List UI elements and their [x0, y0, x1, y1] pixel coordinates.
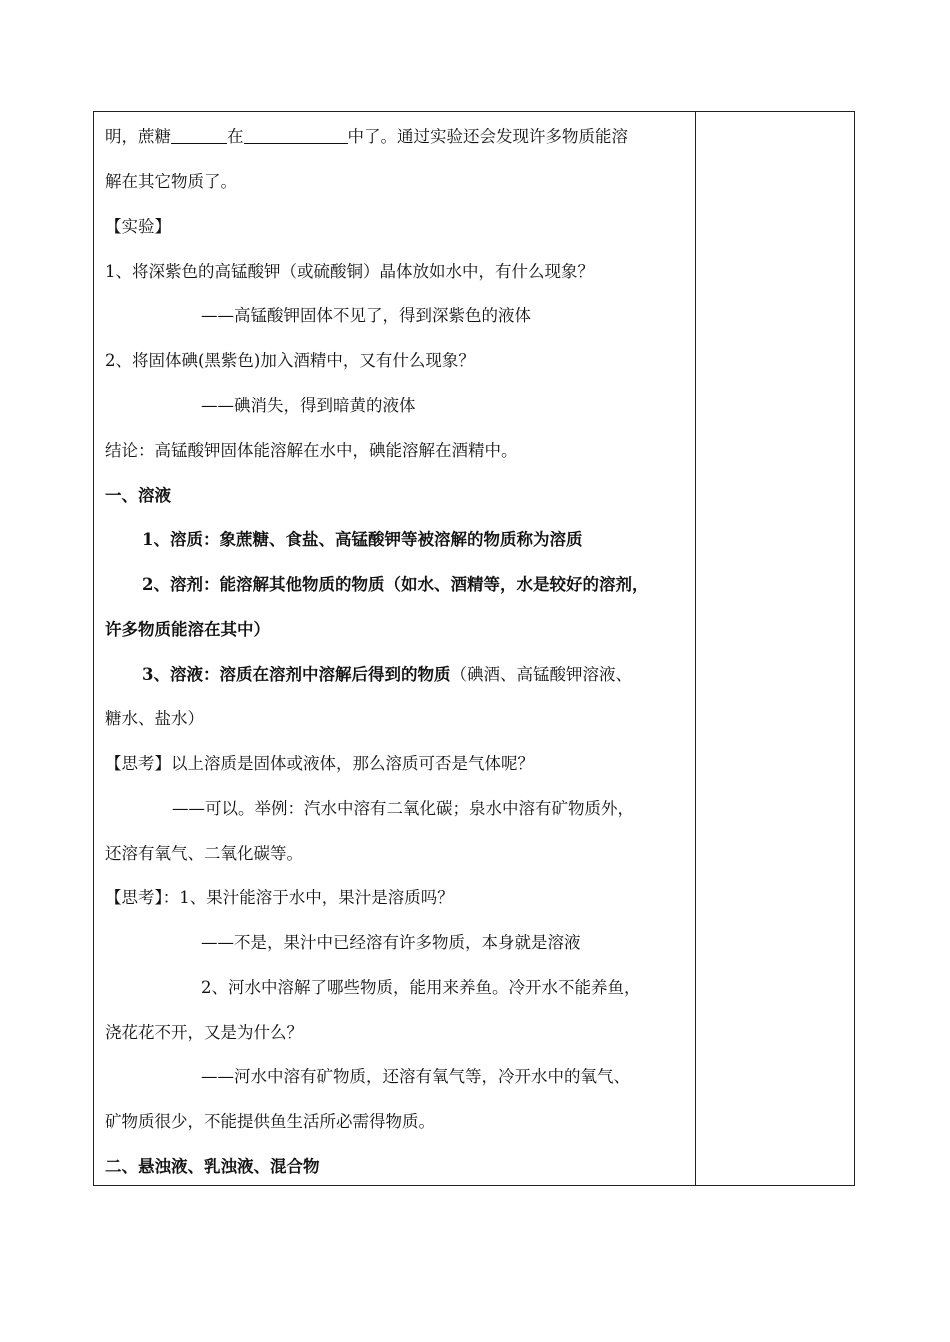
answer-line: ——碘消失，得到暗黄的液体	[201, 396, 416, 415]
text-line: 2、河水中溶解了哪些物质，能用来养鱼。冷开水不能养鱼，	[201, 978, 641, 997]
fill-blank	[171, 127, 227, 144]
text-line: 结论：高锰酸钾固体能溶解在水中，碘能溶解在酒精中。	[105, 441, 518, 460]
section-heading: 一、溶液	[105, 486, 171, 505]
document-table	[93, 111, 855, 1186]
definition-line: 3、溶液：溶质在溶剂中溶解后得到的物质（碘酒、高锰酸钾溶液、	[142, 665, 632, 684]
definition-line: 许多物质能溶在其中）	[105, 620, 270, 639]
fill-blank	[244, 127, 348, 144]
section-heading: 二、悬浊液、乳浊液、混合物	[105, 1157, 320, 1176]
column-divider	[695, 112, 696, 1185]
definition-line: 1、溶质：象蔗糖、食盐、高锰酸钾等被溶解的物质称为溶质	[142, 530, 583, 549]
section-label: 【实验】	[105, 217, 171, 236]
text-line: 糖水、盐水）	[105, 709, 204, 728]
text-line: 解在其它物质了。	[105, 172, 237, 191]
text-line: 【思考】：1、果汁能溶于水中，果汁是溶质吗？	[105, 888, 454, 907]
definition-line: 2、溶剂：能溶解其他物质的物质（如水、酒精等，水是较好的溶剂，	[142, 575, 649, 594]
text-line: 还溶有氧气、二氧化碳等。	[105, 844, 303, 863]
text-line: 1、将深紫色的高锰酸钾（或硫酸铜）晶体放如水中，有什么现象？	[105, 262, 594, 281]
text-line: 明，蔗糖 在 中了。通过实验还会发现许多物质能溶	[105, 127, 628, 146]
text-line: 矿物质很少，不能提供鱼生活所必需得物质。	[105, 1112, 435, 1131]
answer-line: ——不是，果汁中已经溶有许多物质，本身就是溶液	[201, 933, 581, 952]
text-line: 浇花花不开，又是为什么？	[105, 1023, 303, 1042]
text-line: 2、将固体碘(黑紫色)加入酒精中，又有什么现象？	[105, 351, 475, 370]
answer-line: ——高锰酸钾固体不见了，得到深紫色的液体	[201, 306, 531, 325]
answer-line: ——河水中溶有矿物质，还溶有氧气等，冷开水中的氧气、	[201, 1067, 630, 1086]
answer-line: ——可以。举例：汽水中溶有二氧化碳；泉水中溶有矿物质外，	[172, 799, 634, 818]
text-line: 【思考】以上溶质是固体或液体，那么溶质可否是气体呢？	[105, 754, 534, 773]
